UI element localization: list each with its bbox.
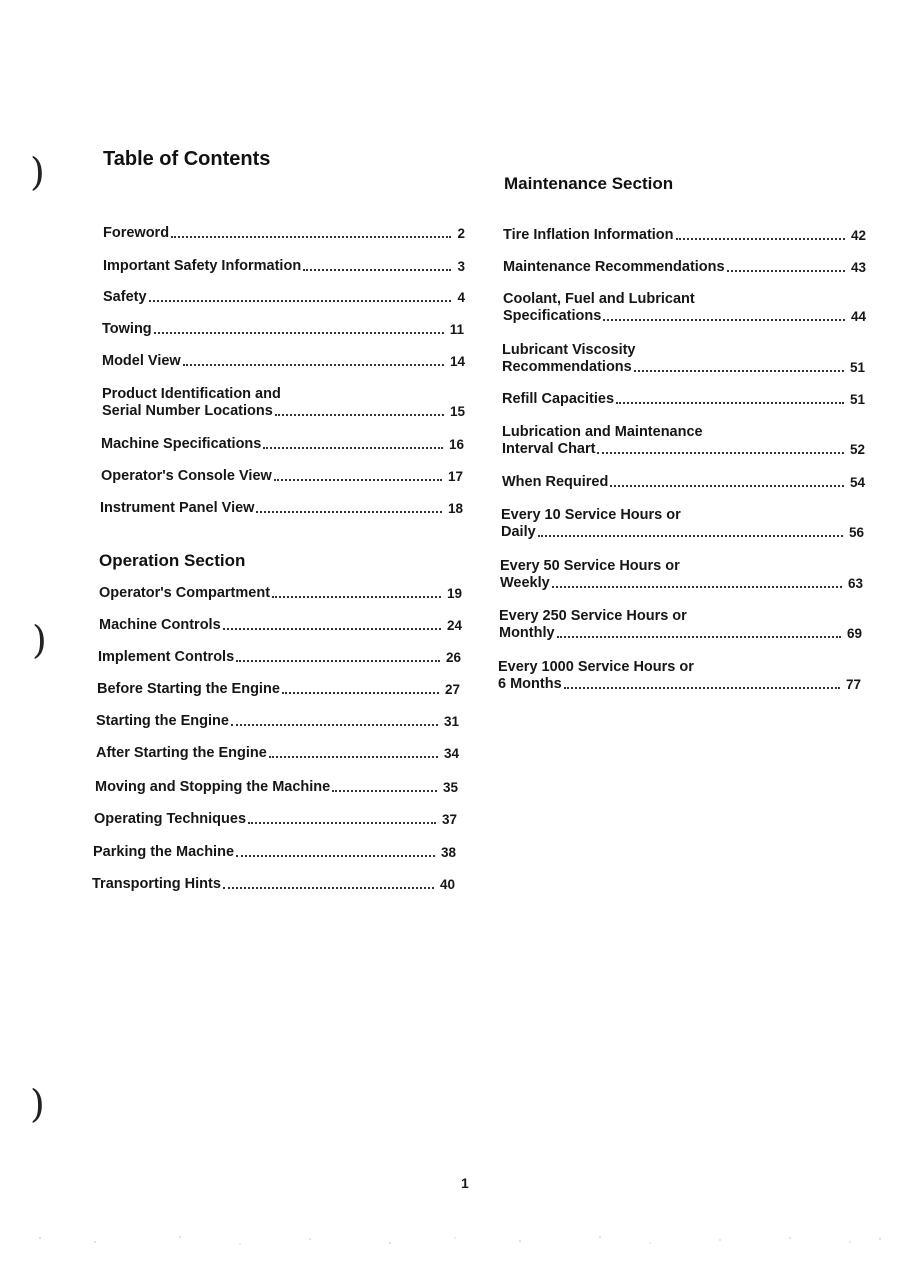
- dot-leader: [538, 535, 843, 537]
- toc-entry-after-starting-the-engine[interactable]: [96, 745, 459, 762]
- dot-leader: [552, 586, 842, 588]
- toc-entry-instrument-panel-view[interactable]: [100, 500, 463, 517]
- toc-entry-label: Operator's Compartment: [99, 585, 271, 601]
- toc-entry-label: Foreword: [103, 225, 170, 241]
- toc-entry-page: 17: [447, 469, 463, 484]
- toc-entry-every-1000-service-hours[interactable]: [498, 659, 861, 693]
- dot-leader: [171, 236, 451, 238]
- toc-entry-label: Important Safety Information: [103, 258, 302, 274]
- toc-entry-label: Machine Controls: [99, 617, 221, 633]
- dot-leader: [557, 636, 841, 638]
- toc-entry-label: Before Starting the Engine: [97, 681, 280, 697]
- toc-entry-page: 56: [848, 525, 864, 540]
- toc-entry-page: 31: [443, 714, 459, 729]
- toc-entry-page: 69: [846, 626, 862, 641]
- toc-entry-label-line1: Every 50 Service Hours or: [500, 558, 680, 574]
- dot-leader: [282, 692, 439, 694]
- toc-entry-label-line1: Every 10 Service Hours or: [501, 507, 681, 523]
- toc-entry-operators-console-view[interactable]: [101, 468, 463, 485]
- toc-entry-page: 27: [444, 682, 460, 697]
- toc-entry-label: Towing: [102, 321, 152, 337]
- toc-entry-label: Tire Inflation Information: [503, 227, 674, 243]
- toc-entry-every-50-service-hours[interactable]: [500, 558, 863, 592]
- dot-leader: [223, 887, 434, 889]
- toc-entry-label: Operating Techniques: [94, 811, 247, 827]
- dot-leader: [154, 332, 444, 334]
- dot-leader: [610, 485, 844, 487]
- toc-entry-product-identification[interactable]: [102, 386, 465, 420]
- dot-leader: [236, 855, 435, 857]
- toc-entry-page: 63: [847, 576, 863, 591]
- toc-entry-label-line1: Every 1000 Service Hours or: [498, 659, 694, 675]
- toc-entry-refill-capacities[interactable]: [502, 391, 865, 408]
- dot-leader: [597, 452, 843, 454]
- toc-entry-label: Transporting Hints: [92, 876, 221, 892]
- toc-entry-page: 2: [457, 226, 465, 241]
- toc-entry-when-required[interactable]: [502, 474, 865, 491]
- toc-entry-lubrication-maintenance-interval-chart[interactable]: [502, 424, 865, 458]
- toc-entry-page: 18: [447, 501, 463, 516]
- toc-entry-label-line1: Lubricant Viscosity: [502, 342, 636, 358]
- toc-entry-model-view[interactable]: [102, 353, 465, 370]
- toc-entry-label: Safety: [103, 289, 147, 305]
- toc-entry-label-line1: Lubrication and Maintenance: [502, 424, 703, 440]
- toc-entry-every-250-service-hours[interactable]: [499, 608, 862, 642]
- dot-leader: [274, 479, 442, 481]
- toc-entry-label: Weekly: [500, 575, 550, 591]
- dot-leader: [149, 300, 452, 302]
- toc-entry-label: When Required: [502, 474, 609, 490]
- dot-leader: [616, 402, 844, 404]
- toc-entry-page: 4: [457, 290, 465, 305]
- toc-entry-label: Monthly: [499, 625, 555, 641]
- toc-entry-label: Specifications: [503, 308, 602, 324]
- maintenance-section-heading: Maintenance Section: [504, 174, 674, 193]
- toc-entry-page: 35: [442, 780, 458, 795]
- toc-entry-label: 6 Months: [498, 676, 562, 692]
- dot-leader: [275, 414, 444, 416]
- toc-entry-label: After Starting the Engine: [96, 745, 267, 761]
- toc-entry-page: 51: [849, 392, 865, 407]
- toc-entry-every-10-service-hours[interactable]: [501, 507, 864, 541]
- toc-entry-page: 37: [441, 812, 457, 827]
- dot-leader: [303, 269, 451, 271]
- toc-entry-label: Starting the Engine: [96, 713, 229, 729]
- toc-entry-towing[interactable]: [102, 321, 464, 338]
- toc-entry-label: Interval Chart: [502, 441, 596, 457]
- dot-leader: [603, 319, 845, 321]
- toc-entry-page: 42: [850, 228, 866, 243]
- toc-entry-page: 54: [849, 475, 865, 490]
- toc-entry-page: 77: [845, 677, 861, 692]
- toc-entry-page: 52: [849, 442, 865, 457]
- toc-entry-parking-the-machine[interactable]: [93, 844, 456, 861]
- dot-leader: [223, 628, 441, 630]
- dot-leader: [231, 724, 438, 726]
- binder-hole-mark-bottom: ): [30, 1082, 45, 1126]
- toc-entry-implement-controls[interactable]: [98, 649, 461, 666]
- binder-hole-mark-top: ): [30, 150, 45, 194]
- toc-entry-starting-the-engine[interactable]: [96, 713, 459, 730]
- toc-entry-page: 26: [445, 650, 461, 665]
- dot-leader: [564, 687, 840, 689]
- dot-leader: [248, 822, 436, 824]
- toc-entry-label: Serial Number Locations: [102, 403, 273, 419]
- toc-entry-machine-specifications[interactable]: [101, 436, 464, 453]
- toc-entry-label: Parking the Machine: [93, 844, 235, 860]
- toc-entry-page: 16: [448, 437, 464, 452]
- toc-entry-label: Implement Controls: [98, 649, 235, 665]
- toc-entry-label: Refill Capacities: [502, 391, 615, 407]
- toc-entry-page: 43: [850, 260, 866, 275]
- scan-noise-strip: [0, 1228, 910, 1252]
- dot-leader: [727, 270, 845, 272]
- toc-entry-before-starting-the-engine[interactable]: [97, 681, 460, 698]
- toc-entry-safety[interactable]: [103, 289, 465, 306]
- toc-entry-label: Model View: [102, 353, 181, 369]
- binder-hole-mark-middle: ): [32, 618, 47, 662]
- toc-entry-operators-compartment[interactable]: [99, 585, 462, 602]
- toc-entry-page: 40: [439, 877, 455, 892]
- dot-leader: [634, 370, 844, 372]
- toc-entry-page: 11: [449, 322, 464, 337]
- dot-leader: [272, 596, 441, 598]
- toc-entry-label: Moving and Stopping the Machine: [95, 779, 331, 795]
- dot-leader: [332, 790, 437, 792]
- toc-entry-moving-and-stopping-the-machine[interactable]: [95, 779, 458, 796]
- toc-entry-page: 19: [446, 586, 462, 601]
- dot-leader: [183, 364, 444, 366]
- dot-leader: [676, 238, 845, 240]
- toc-entry-label-line1: Every 250 Service Hours or: [499, 608, 687, 624]
- toc-entry-lubricant-viscosity-recommendations[interactable]: [502, 342, 865, 376]
- toc-entry-label-line1: Coolant, Fuel and Lubricant: [503, 291, 695, 307]
- toc-entry-foreword[interactable]: [103, 225, 465, 242]
- toc-entry-label: Maintenance Recommendations: [503, 259, 725, 275]
- toc-entry-operating-techniques[interactable]: [94, 811, 457, 828]
- toc-entry-label-line1: Product Identification and: [102, 386, 281, 402]
- toc-entry-page: 14: [449, 354, 465, 369]
- toc-entry-label: Daily: [501, 524, 536, 540]
- toc-entry-page: 15: [449, 404, 465, 419]
- toc-entry-transporting-hints[interactable]: [92, 876, 455, 893]
- toc-entry-label: Machine Specifications: [101, 436, 262, 452]
- toc-entry-page: 44: [850, 309, 866, 324]
- toc-entry-machine-controls[interactable]: [99, 617, 462, 634]
- toc-entry-page: 51: [849, 360, 865, 375]
- page-number: 1: [461, 1175, 469, 1191]
- toc-entry-tire-inflation-information[interactable]: [503, 227, 866, 244]
- dot-leader: [269, 756, 438, 758]
- dot-leader: [236, 660, 440, 662]
- toc-entry-label: Recommendations: [502, 359, 632, 375]
- dot-leader: [256, 511, 442, 513]
- operation-section-heading: Operation Section: [99, 551, 246, 570]
- toc-entry-important-safety-information[interactable]: [103, 258, 465, 275]
- toc-entry-page: 34: [443, 746, 459, 761]
- toc-entry-label: Operator's Console View: [101, 468, 272, 484]
- toc-entry-page: 38: [440, 845, 456, 860]
- toc-entry-label: Instrument Panel View: [100, 500, 255, 516]
- toc-entry-maintenance-recommendations[interactable]: [503, 259, 866, 276]
- toc-entry-coolant-fuel-lubricant-specifications[interactable]: [503, 291, 866, 325]
- page-title: Table of Contents: [103, 148, 271, 170]
- toc-entry-page: 3: [457, 259, 465, 274]
- dot-leader: [263, 447, 443, 449]
- toc-entry-page: 24: [446, 618, 462, 633]
